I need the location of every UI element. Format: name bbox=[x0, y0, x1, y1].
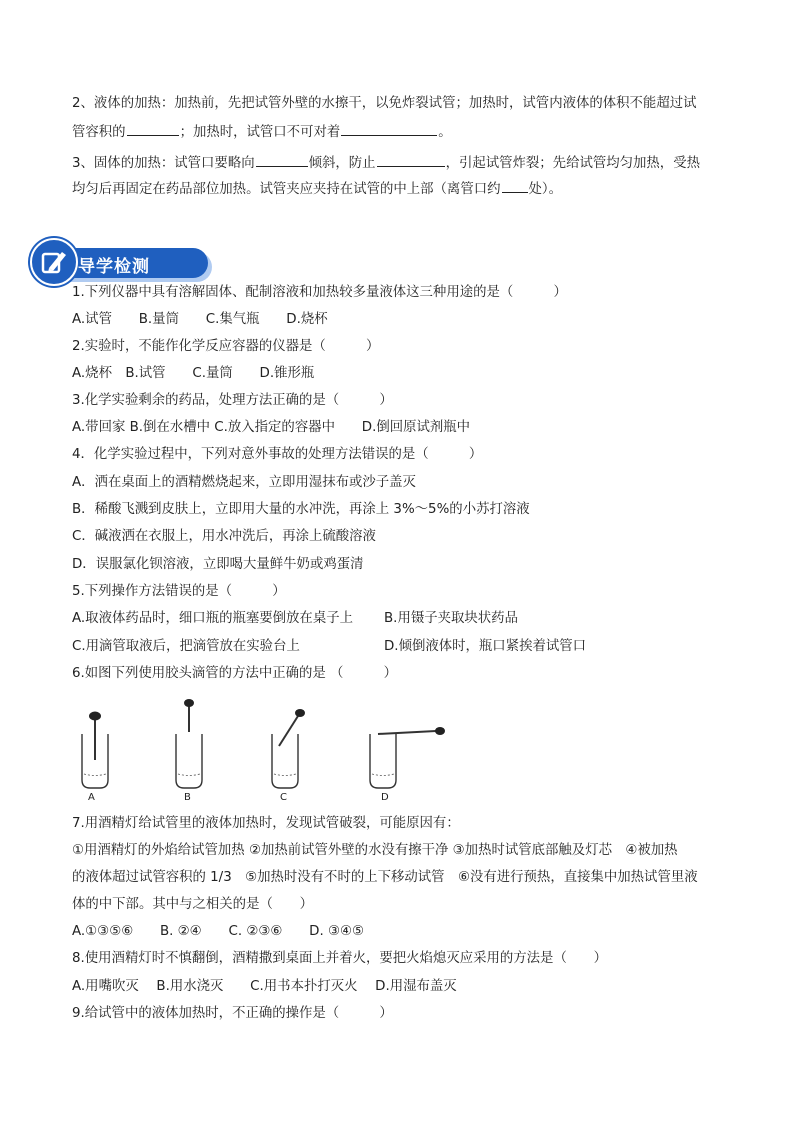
q9-stem: 9.给试管中的液体加热时，不正确的操作是（ ） bbox=[72, 1006, 393, 1021]
section-banner bbox=[30, 238, 190, 284]
q7-line-1: ①用酒精灯的外焰给试管加热 ②加热前试管外壁的水没有擦干净 ③加热时试管底部触及灯芯 ④被加热 bbox=[72, 843, 678, 858]
q3-options: A.带回家 B.倒在水槽中 C.放入指定的容器中 D.倒回原试剂瓶中 bbox=[72, 420, 471, 435]
q4-option-d: D．误服氯化钡溶液，立即喝大量鲜牛奶或鸡蛋清 bbox=[72, 557, 364, 572]
figure-label-a: A bbox=[88, 792, 95, 803]
q5-option-a: A.取液体药品时，细口瓶的瓶塞要倒放在桌子上 bbox=[72, 611, 353, 626]
q4-option-b: B．稀酸飞溅到皮肤上，立即用大量的水冲洗，再涂上 3%～5%的小苏打溶液 bbox=[72, 502, 530, 517]
question-stem bbox=[72, 337, 732, 357]
liquid-heating-text-2b: ；加热时，试管口不可对着 bbox=[179, 125, 341, 140]
q7-line-2: 的液体超过试管容积的 1/3 ⑤加热时没有不时的上下移动试管 ⑥没有进行预热，直接集中加热试管里液 bbox=[72, 870, 698, 885]
q4-option-a: A．洒在桌面上的酒精燃烧起来，立即用湿抹布或沙子盖灭 bbox=[72, 475, 416, 490]
q2-stem: 2.实验时，不能作化学反应容器的仪器是（ ） bbox=[72, 339, 380, 354]
question-options bbox=[72, 310, 732, 330]
q8-stem: 8.使用酒精灯时不慎翻倒，酒精撒到桌面上并着火，要把火焰熄灭应采用的方法是（ ） bbox=[72, 951, 608, 966]
answer-blank[interactable] bbox=[502, 178, 528, 193]
answer-blank[interactable] bbox=[377, 152, 445, 167]
question-stem bbox=[72, 391, 732, 411]
figure-label-d: D bbox=[381, 792, 389, 803]
figure-label-b: B bbox=[184, 792, 191, 803]
section-title: 导学检测 bbox=[78, 257, 150, 277]
liquid-heating-text-1: 2、液体的加热：加热前，先把试管外壁的水擦干，以免炸裂试管；加热时，试管内液体的体积不能超过试 bbox=[72, 96, 697, 111]
q5-option-c: C.用滴管取液后，把滴管放在实验台上 bbox=[72, 639, 300, 654]
q2-options: A.烧杯 B.试管 C.量筒 D.锥形瓶 bbox=[72, 366, 315, 381]
test-tube-c bbox=[272, 709, 305, 788]
liquid-heating-line-1 bbox=[72, 94, 732, 114]
liquid-heating-text-2a: 管容积的 bbox=[72, 125, 126, 140]
solid-heating-text-1a: 3、固体的加热：试管口要略向 bbox=[72, 156, 255, 171]
q6-stem: 6.如图下列使用胶头滴管的方法中正确的是 （ ） bbox=[72, 666, 398, 681]
pencil-book-icon bbox=[30, 238, 78, 286]
figure-label-c: C bbox=[280, 792, 287, 803]
answer-blank[interactable] bbox=[256, 152, 308, 167]
question-stem bbox=[72, 283, 732, 303]
q4-option-c: C．碱液洒在衣服上，用水冲洗后，再涂上硫酸溶液 bbox=[72, 529, 376, 544]
q1-options: A.试管 B.量筒 C.集气瓶 D.烧杯 bbox=[72, 312, 328, 327]
q4-stem: 4．化学实验过程中，下列对意外事故的处理方法错误的是（ ） bbox=[72, 447, 483, 462]
q8-options: A.用嘴吹灭 B.用水浇灭 C.用书本扑打灭火 D.用湿布盖灭 bbox=[72, 979, 457, 994]
solid-heating-line-2 bbox=[72, 178, 732, 200]
q7-options: A.①③⑤⑥ B. ②④ C. ②③⑥ D. ③④⑤ bbox=[72, 924, 364, 939]
test-tube-a bbox=[82, 712, 108, 789]
test-tube-b bbox=[176, 699, 202, 788]
dropper-illustration bbox=[60, 698, 480, 808]
q5-option-d: D.倾倒液体时，瓶口紧挨着试管口 bbox=[384, 639, 587, 654]
question-options bbox=[72, 364, 732, 384]
dropper-figure bbox=[60, 698, 480, 808]
answer-blank[interactable] bbox=[341, 121, 437, 136]
liquid-heating-text-2c: 。 bbox=[438, 125, 452, 140]
question-options bbox=[72, 418, 732, 438]
solid-heating-text-1c: ，引起试管炸裂；先给试管均匀加热，受热 bbox=[445, 156, 700, 171]
liquid-heating-line-2 bbox=[72, 121, 732, 143]
q5-stem: 5.下列操作方法错误的是（ ） bbox=[72, 584, 286, 599]
solid-heating-text-1b: 倾斜，防止 bbox=[308, 156, 376, 171]
q5-row-2 bbox=[72, 637, 732, 657]
solid-heating-text-2a: 均匀后再固定在药品部位加热。试管夹应夹持在试管的中上部（离管口约 bbox=[72, 182, 501, 197]
q3-stem: 3.化学实验剩余的药品，处理方法正确的是（ ） bbox=[72, 393, 393, 408]
q7-line-3: 体的中下部。其中与之相关的是（ ） bbox=[72, 897, 314, 912]
solid-heating-text-2b: 处）。 bbox=[528, 182, 562, 197]
q7-stem: 7.用酒精灯给试管里的液体加热时，发现试管破裂，可能原因有： bbox=[72, 816, 460, 831]
q1-stem: 1.下列仪器中具有溶解固体、配制溶液和加热较多量液体这三种用途的是（ ） bbox=[72, 285, 567, 300]
q5-option-b: B.用镊子夹取块状药品 bbox=[384, 611, 518, 626]
test-tube-d bbox=[370, 727, 445, 788]
q5-row-1 bbox=[72, 609, 732, 629]
solid-heating-line-1 bbox=[72, 152, 732, 174]
answer-blank[interactable] bbox=[127, 121, 179, 136]
